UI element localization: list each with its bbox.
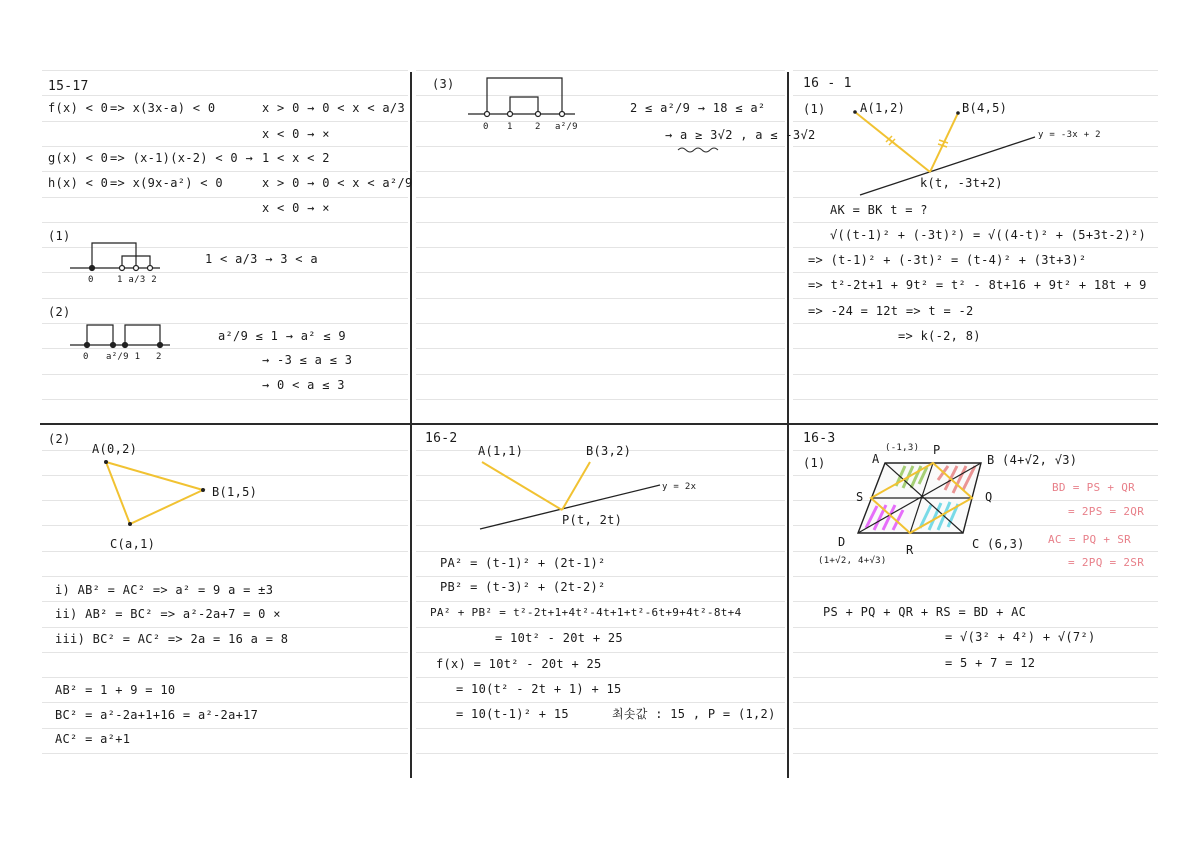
annotation-pink: = 2PQ = 2SR <box>1068 556 1145 569</box>
math-line: => t²-2t+1 + 9t² = t² - 8t+16 + 9t² + 18t + 9 <box>808 278 1147 292</box>
math-line: = 10(t-1)² + 15 <box>456 707 569 721</box>
diagram-16-3 <box>858 463 981 533</box>
tick-label: a²/9 <box>555 122 578 132</box>
subproblem-label: (3) <box>432 77 455 91</box>
panel-title: 15-17 <box>48 79 89 94</box>
math-line: √((t-1)² + (-3t)²) = √((4-t)² + (5+3t-2)²) <box>830 228 1147 242</box>
tick-label: 0 <box>88 275 94 285</box>
point-label: B(1,5) <box>212 485 258 499</box>
tick-label: 1 a/3 2 <box>117 275 158 285</box>
point-label: B(4,5) <box>962 101 1008 115</box>
tick-label: 0 <box>483 122 489 132</box>
point-label: A <box>872 452 880 466</box>
panel-title: 16 - 1 <box>803 76 852 91</box>
math-line: => -24 = 12t => t = -2 <box>808 304 974 318</box>
math-line: = 5 + 7 = 12 <box>945 656 1036 670</box>
math-line: ii) AB² = BC² => a²-2a+7 = 0 × <box>55 607 281 621</box>
point-label: B (4+√2, √3) <box>987 453 1078 467</box>
subproblem-label: (2) <box>48 432 71 446</box>
math-line: → -3 ≤ a ≤ 3 <box>262 353 353 367</box>
panel-title: 16-2 <box>425 431 458 446</box>
line-label: y = -3x + 2 <box>1038 130 1101 140</box>
math-line: PA² + PB² = t²-2t+1+4t²-4t+1+t²-6t+9+4t²-8t+4 <box>430 606 742 619</box>
math-line: g(x) < 0 <box>48 151 109 165</box>
math-line: f(x) < 0 <box>48 101 109 115</box>
underline-squiggle <box>678 148 718 152</box>
point-label: C (6,3) <box>972 537 1025 551</box>
annotation-pink: BD = PS + QR <box>1052 481 1136 494</box>
point-label: Q <box>985 490 993 504</box>
subproblem-label: (2) <box>48 305 71 319</box>
math-line: BC² = a²-2a+1+16 = a²-2a+17 <box>55 708 259 722</box>
math-line: => x(9x-a²) < 0 <box>110 176 223 190</box>
math-line: = 10(t² - 2t + 1) + 15 <box>456 682 622 696</box>
number-line-1 <box>70 243 160 271</box>
math-line: x > 0 → 0 < x < a/3 <box>262 101 405 115</box>
math-line: AB² = 1 + 9 = 10 <box>55 683 176 697</box>
subproblem-label: (1) <box>48 229 71 243</box>
math-line: AC² = a²+1 <box>55 732 131 746</box>
triangle-diagram <box>104 460 205 526</box>
tick-label: 0 <box>83 352 89 362</box>
tick-label: 1 <box>507 122 513 132</box>
math-line: 2 ≤ a²/9 → 18 ≤ a² <box>630 101 766 115</box>
math-line: PB² = (t-3)² + (2t-2)² <box>440 580 606 594</box>
math-line: PA² = (t-1)² + (2t-1)² <box>440 556 606 570</box>
subproblem-label: (1) <box>803 456 826 470</box>
point-label: k(t, -3t+2) <box>920 176 1003 190</box>
point-label: P <box>933 443 941 457</box>
math-line: => x(3x-a) < 0 <box>110 101 216 115</box>
point-label: C(a,1) <box>110 537 156 551</box>
math-line: a²/9 ≤ 1 → a² ≤ 9 <box>218 329 346 343</box>
subproblem-label: (1) <box>803 102 826 116</box>
math-line: h(x) < 0 <box>48 176 109 190</box>
math-line: => k(-2, 8) <box>898 329 981 343</box>
math-line: PS + PQ + QR + RS = BD + AC <box>823 605 1027 619</box>
point-label: A(1,2) <box>860 101 906 115</box>
tick-label: 2 <box>156 352 162 362</box>
point-label: (-1,3) <box>885 443 920 453</box>
math-line: i) AB² = AC² => a² = 9 a = ±3 <box>55 583 274 597</box>
tick-label: a²/9 1 <box>106 352 141 362</box>
math-line: => (t-1)² + (-3t)² = (t-4)² + (3t+3)² <box>808 253 1087 267</box>
math-line: f(x) = 10t² - 20t + 25 <box>436 657 602 671</box>
math-line: → 0 < a ≤ 3 <box>262 378 345 392</box>
math-line: 최솟값 : 15 , P = (1,2) <box>612 707 776 721</box>
annotation-pink: = 2PS = 2QR <box>1068 505 1145 518</box>
math-line: 1 < a/3 → 3 < a <box>205 252 318 266</box>
math-line: = √(3² + 4²) + √(7²) <box>945 630 1096 644</box>
annotation-pink: AC = PQ + SR <box>1048 533 1132 546</box>
point-label: A(0,2) <box>92 442 138 456</box>
math-line: iii) BC² = AC² => 2a = 16 a = 8 <box>55 632 289 646</box>
number-line-2 <box>70 325 170 348</box>
point-label: P(t, 2t) <box>562 513 623 527</box>
math-line: 1 < x < 2 <box>262 151 330 165</box>
math-line: x > 0 → 0 < x < a²/9 <box>262 176 413 190</box>
math-line: x < 0 → × <box>262 201 330 215</box>
point-label: S <box>856 490 864 504</box>
math-line: AK = BK t = ? <box>830 203 928 217</box>
point-label: B(3,2) <box>586 444 632 458</box>
point-label: R <box>906 543 914 557</box>
math-line: => (x-1)(x-2) < 0 → <box>110 151 253 165</box>
panel-title: 16-3 <box>803 431 836 446</box>
point-label: (1+√2, 4+√3) <box>818 556 887 566</box>
line-label: y = 2x <box>662 482 697 492</box>
tick-label: 2 <box>535 122 541 132</box>
math-line: x < 0 → × <box>262 127 330 141</box>
point-label: A(1,1) <box>478 444 524 458</box>
math-line: = 10t² - 20t + 25 <box>495 631 623 645</box>
math-line: → a ≥ 3√2 , a ≤ -3√2 <box>665 128 816 142</box>
point-label: D <box>838 535 846 549</box>
number-line-3 <box>468 78 575 117</box>
